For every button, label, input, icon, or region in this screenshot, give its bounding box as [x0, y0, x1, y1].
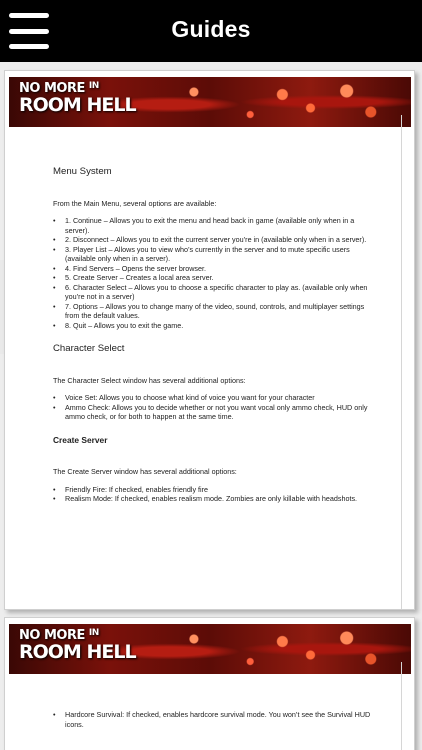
list-item: • 6. Character Select – Allows you to choose a specific character to play as. (available only when you’re not in a server): [53, 283, 373, 302]
guide-page-1: [4, 70, 415, 610]
list-item: • Hardcore Survival: If checked, enables hardcore survival mode. You won’t see the Survival HUD icons.: [53, 710, 373, 729]
list-item: • 8. Quit – Allows you to exit the game.: [53, 321, 373, 331]
menu-options-list: [53, 216, 373, 330]
guide-text: [53, 167, 373, 518]
menu-line: [9, 44, 49, 49]
page-title: Guides: [171, 16, 251, 42]
guide-content[interactable]: [0, 62, 422, 750]
list-item: • 3. Player List – Allows you to view who’s currently in the server and to mute specific users (available only when in a server).: [53, 245, 373, 264]
guide-text: [53, 710, 373, 743]
page-margin-rule: [401, 662, 402, 750]
game-logo: NO MORE $^{IN}$ ROOM HELL: [19, 81, 136, 116]
list-item: • 2. Disconnect – Allows you to exit the current server you’re in (available only when in a server).: [53, 235, 373, 245]
section-heading-create-server: Create Server: [53, 434, 108, 445]
list-item: • Realism Mode: If checked, enables realism mode. Zombies are only killable with headshots.: [53, 494, 373, 504]
game-banner: [9, 624, 411, 674]
character-intro: The Character Select window has several additional options:: [53, 375, 246, 385]
game-logo: NO MORE $^{IN}$ ROOM HELL: [19, 628, 136, 663]
create-options-list-continued: [53, 710, 373, 729]
list-item: • 1. Continue – Allows you to exit the menu and head back in game (available only when in a server).: [53, 216, 373, 235]
page-margin-rule: [401, 115, 402, 609]
section-heading-character: Character Select: [53, 343, 125, 354]
character-options-list: [53, 393, 373, 422]
list-item: • Ammo Check: Allows you to decide whether or not you want vocal only ammo check, HUD only ammo check, or for both to happen at the same time.: [53, 403, 373, 422]
menu-intro: From the Main Menu, several options are available:: [53, 198, 217, 208]
section-heading-menu: Menu System: [53, 166, 112, 177]
list-item: • 4. Find Servers – Opens the server browser.: [53, 264, 373, 274]
guide-page-2: [4, 617, 415, 750]
top-bar: [0, 0, 422, 62]
create-intro: The Create Server window has several additional options:: [53, 467, 237, 476]
list-item: • Friendly Fire: If checked, enables friendly fire: [53, 485, 373, 495]
list-item: • 7. Options – Allows you to change many of the video, sound, controls, and multiplayer settings from the default values.: [53, 302, 373, 321]
game-banner: [9, 77, 411, 127]
list-item: • Voice Set: Allows you to choose what kind of voice you want for your character: [53, 393, 373, 403]
create-options-list: [53, 485, 373, 504]
list-item: • 5. Create Server – Creates a local area server.: [53, 273, 373, 283]
